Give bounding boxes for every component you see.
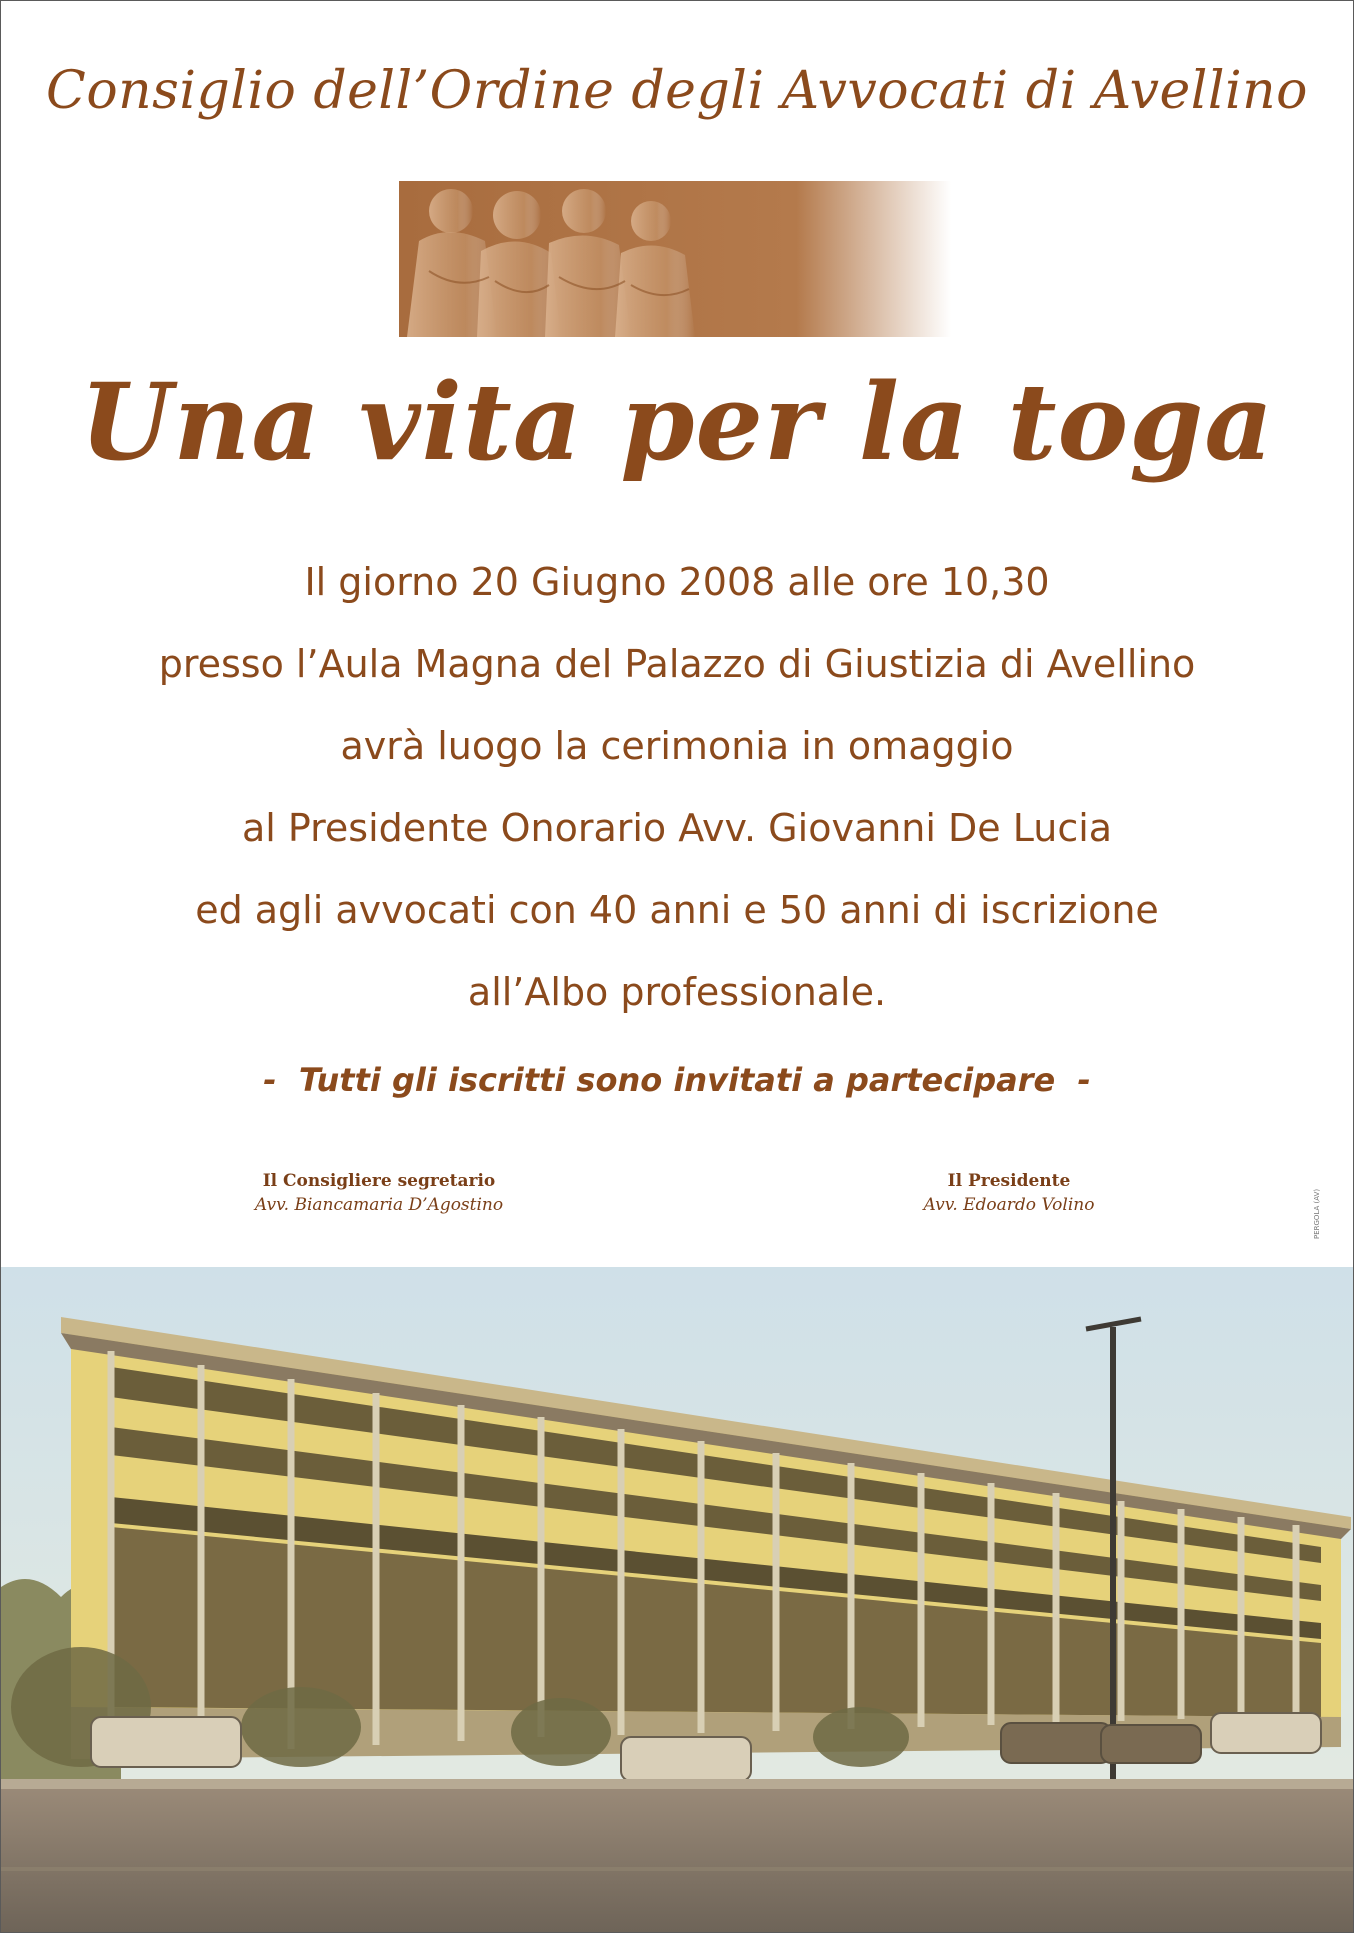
event-line-location: presso l’Aula Magna del Palazzo di Giustizia di Avellino bbox=[158, 642, 1196, 686]
courthouse-photo bbox=[1, 1267, 1353, 1932]
signature-secretary bbox=[199, 1171, 559, 1215]
event-line-ceremony: avrà luogo la cerimonia in omaggio bbox=[340, 724, 1014, 768]
signature-president bbox=[829, 1171, 1189, 1215]
signature-role: Il Consigliere segretario bbox=[262, 1171, 496, 1191]
event-title: Una vita per la toga bbox=[79, 359, 1275, 484]
printer-credit: PERGOLA (AV) bbox=[1313, 1188, 1321, 1239]
event-line-honoree: al Presidente Onorario Avv. Giovanni De Lucia bbox=[241, 806, 1113, 850]
organization-title: Consiglio dell’Ordine degli Avvocati di Avellino bbox=[46, 61, 1308, 121]
event-description bbox=[1, 541, 1353, 1033]
event-line-lawyers: ed agli avvocati con 40 anni e 50 anni di iscrizione bbox=[195, 888, 1159, 932]
invitation-text: - Tutti gli iscritti sono invitati a partecipare - bbox=[263, 1061, 1091, 1099]
event-line-register: all’Albo professionale. bbox=[467, 970, 887, 1014]
signature-name: Avv. Biancamaria D’Agostino bbox=[254, 1195, 504, 1215]
signature-name: Avv. Edoardo Volino bbox=[923, 1195, 1095, 1215]
relief-image bbox=[399, 181, 951, 337]
event-line-date: Il giorno 20 Giugno 2008 alle ore 10,30 bbox=[304, 560, 1050, 604]
signature-role: Il Presidente bbox=[947, 1171, 1071, 1191]
